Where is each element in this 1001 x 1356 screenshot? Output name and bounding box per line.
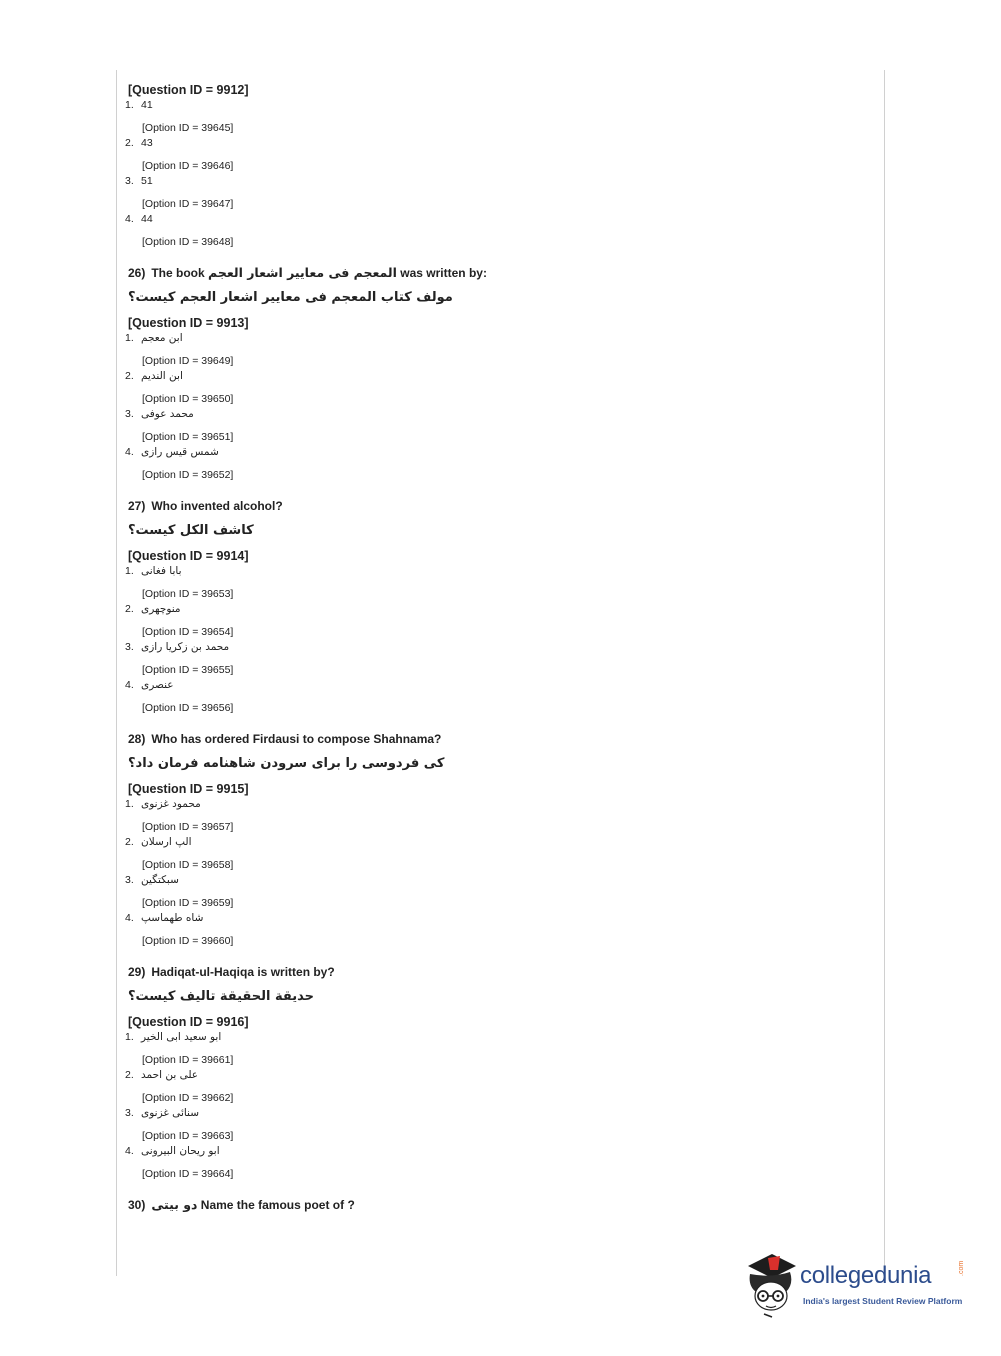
option-number: 1. bbox=[125, 331, 134, 344]
option-value: 41 bbox=[141, 98, 153, 111]
question-translation: حدیقة الحقیقة تالیف کیست؟ bbox=[128, 989, 315, 1004]
option-number: 4. bbox=[125, 212, 134, 225]
question-paper bbox=[125, 82, 868, 1229]
option-id: [Option ID = 39660] bbox=[142, 935, 234, 947]
option-value: ابن معجم bbox=[141, 331, 183, 344]
option-row bbox=[125, 873, 868, 887]
option-row bbox=[125, 212, 868, 226]
question-id: [Question ID = 9912] bbox=[128, 83, 249, 97]
option-row bbox=[125, 136, 868, 150]
option-id: [Option ID = 39663] bbox=[142, 1130, 234, 1142]
option-value: محمود غزنوی bbox=[141, 797, 201, 810]
option-id: [Option ID = 39656] bbox=[142, 702, 234, 714]
question-title: 30) دو بیتی Name the famous poet of ? bbox=[128, 1197, 355, 1212]
option-row bbox=[125, 911, 868, 925]
option-value: علی بن احمد bbox=[141, 1068, 199, 1081]
option-value: سبکتگین bbox=[141, 873, 179, 886]
option-number: 1. bbox=[125, 564, 134, 577]
option-number: 2. bbox=[125, 602, 134, 615]
question-30 bbox=[128, 1197, 868, 1213]
option-number: 4. bbox=[125, 678, 134, 691]
option-value: سنائی غزنوی bbox=[141, 1106, 200, 1119]
option-value: الپ ارسلان bbox=[141, 835, 192, 848]
option-value: شاه طهماسپ bbox=[141, 911, 204, 924]
option-row bbox=[125, 602, 868, 616]
question-title: 29) Hadiqat-ul-Haqiqa is written by? bbox=[128, 965, 335, 979]
option-id: [Option ID = 39654] bbox=[142, 626, 234, 638]
option-number: 2. bbox=[125, 835, 134, 848]
option-number: 3. bbox=[125, 1106, 134, 1119]
option-value: ابو ریحان البیرونی bbox=[141, 1144, 220, 1157]
right-margin-line bbox=[884, 70, 885, 1276]
option-number: 4. bbox=[125, 445, 134, 458]
option-value: شمس قیس رازی bbox=[141, 445, 219, 458]
question-translation: کی فردوسی را برای سرودن شاهنامه فرمان داد؟ bbox=[128, 756, 445, 771]
option-id: [Option ID = 39646] bbox=[142, 160, 234, 172]
option-value: محمد بن زکریا رازی bbox=[141, 640, 230, 653]
option-id: [Option ID = 39651] bbox=[142, 431, 234, 443]
mascot-icon bbox=[742, 1248, 800, 1318]
question-id: [Question ID = 9916] bbox=[128, 1015, 249, 1029]
question-translation: کاشف الکل کیست؟ bbox=[128, 523, 254, 538]
option-id: [Option ID = 39648] bbox=[142, 236, 234, 248]
option-id: [Option ID = 39659] bbox=[142, 897, 234, 909]
logo-wordmark: collegedunia bbox=[800, 1262, 932, 1289]
option-id: [Option ID = 39661] bbox=[142, 1054, 234, 1066]
option-value: 51 bbox=[141, 174, 153, 187]
question-26 bbox=[125, 265, 868, 482]
option-id: [Option ID = 39645] bbox=[142, 122, 234, 134]
option-id: [Option ID = 39653] bbox=[142, 588, 234, 600]
option-row bbox=[125, 1106, 868, 1120]
option-value: بابا فغانی bbox=[141, 564, 182, 577]
option-id: [Option ID = 39664] bbox=[142, 1168, 234, 1180]
option-id: [Option ID = 39655] bbox=[142, 664, 234, 676]
question-27 bbox=[125, 498, 868, 715]
option-list bbox=[125, 797, 868, 948]
option-list bbox=[125, 331, 868, 482]
question-title: 26) The book المعجم فی معاییر اشعار العجم was written by: bbox=[128, 265, 487, 280]
option-list bbox=[125, 98, 868, 249]
question-28 bbox=[125, 731, 868, 948]
option-id: [Option ID = 39650] bbox=[142, 393, 234, 405]
option-id: [Option ID = 39649] bbox=[142, 355, 234, 367]
option-number: 3. bbox=[125, 407, 134, 420]
option-number: 4. bbox=[125, 1144, 134, 1157]
option-number: 3. bbox=[125, 640, 134, 653]
option-value: ابو سعید ابی الخیر bbox=[141, 1030, 222, 1043]
option-id: [Option ID = 39657] bbox=[142, 821, 234, 833]
option-number: 2. bbox=[125, 369, 134, 382]
option-row bbox=[125, 1144, 868, 1158]
option-id: [Option ID = 39652] bbox=[142, 469, 234, 481]
option-list bbox=[125, 564, 868, 715]
question-id: [Question ID = 9915] bbox=[128, 782, 249, 796]
option-value: 43 bbox=[141, 136, 153, 149]
option-number: 1. bbox=[125, 98, 134, 111]
option-row bbox=[125, 331, 868, 345]
option-row bbox=[125, 678, 868, 692]
question-id: [Question ID = 9914] bbox=[128, 549, 249, 563]
option-number: 3. bbox=[125, 873, 134, 886]
option-number: 1. bbox=[125, 797, 134, 810]
left-margin-line bbox=[116, 70, 117, 1276]
option-row bbox=[125, 1030, 868, 1044]
question-29 bbox=[125, 964, 868, 1181]
option-id: [Option ID = 39662] bbox=[142, 1092, 234, 1104]
option-id: [Option ID = 39647] bbox=[142, 198, 234, 210]
option-value: ابن الندیم bbox=[141, 369, 183, 382]
logo-tagline: India's largest Student Review Platform bbox=[803, 1296, 963, 1306]
question-translation: مولف کتاب المعجم فی معاییر اشعار العجم کیست؟ bbox=[128, 290, 453, 305]
option-value: عنصری bbox=[141, 678, 174, 691]
option-row bbox=[125, 640, 868, 654]
option-row bbox=[125, 98, 868, 112]
option-value: محمد عوفی bbox=[141, 407, 194, 420]
option-row bbox=[125, 407, 868, 421]
option-number: 4. bbox=[125, 911, 134, 924]
question-25-tail bbox=[125, 82, 868, 249]
option-number: 1. bbox=[125, 1030, 134, 1043]
option-value: منوچهری bbox=[141, 602, 181, 615]
option-row bbox=[125, 445, 868, 459]
option-list bbox=[125, 1030, 868, 1181]
option-number: 2. bbox=[125, 136, 134, 149]
option-value: 44 bbox=[141, 212, 153, 225]
option-row bbox=[125, 174, 868, 188]
collegedunia-logo[interactable] bbox=[742, 1248, 982, 1320]
option-row bbox=[125, 564, 868, 578]
logo-com: .com bbox=[958, 1260, 965, 1276]
option-number: 2. bbox=[125, 1068, 134, 1081]
question-title: 28) Who has ordered Firdausi to compose Shahnama? bbox=[128, 732, 442, 746]
option-row bbox=[125, 797, 868, 811]
option-id: [Option ID = 39658] bbox=[142, 859, 234, 871]
option-row bbox=[125, 1068, 868, 1082]
option-number: 3. bbox=[125, 174, 134, 187]
question-id: [Question ID = 9913] bbox=[128, 316, 249, 330]
option-row bbox=[125, 835, 868, 849]
question-title: 27) Who invented alcohol? bbox=[128, 499, 283, 513]
option-row bbox=[125, 369, 868, 383]
